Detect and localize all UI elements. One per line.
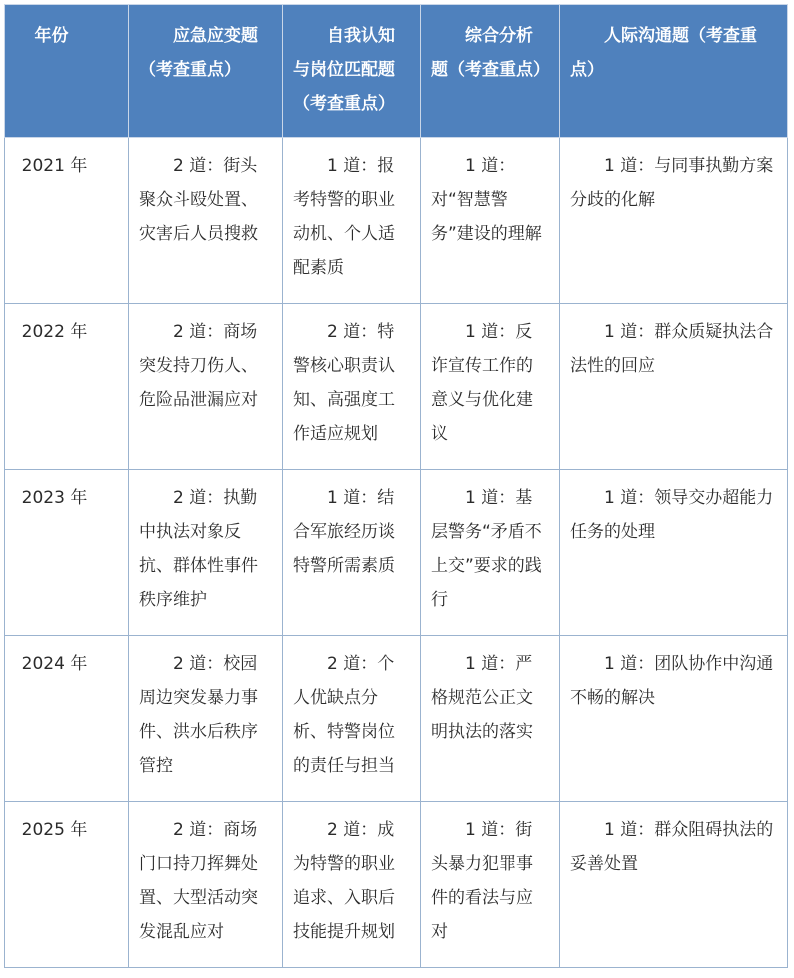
cell-communication bbox=[560, 304, 788, 470]
cell-year: 2022 年 bbox=[5, 304, 129, 470]
cell-communication bbox=[560, 470, 788, 636]
header-self-cognition bbox=[283, 5, 421, 138]
cell-year: 2023 年 bbox=[5, 470, 129, 636]
cell-communication-text: 1 道：群众质疑执法合法性的回应 bbox=[570, 322, 774, 376]
cell-emergency bbox=[129, 470, 283, 636]
cell-analysis bbox=[421, 138, 560, 304]
cell-analysis bbox=[421, 304, 560, 470]
header-row bbox=[5, 5, 788, 138]
table-row bbox=[5, 138, 788, 304]
cell-analysis-text: 1 道：严格规范公正文明执法的落实 bbox=[431, 654, 533, 742]
table-row bbox=[5, 636, 788, 802]
cell-communication bbox=[560, 802, 788, 968]
table-body bbox=[5, 138, 788, 968]
cell-self-cognition-text: 2 道：个人优缺点分析、特警岗位的责任与担当 bbox=[293, 654, 395, 776]
header-self-cognition-text: 自我认知与岗位匹配题（考查重点） bbox=[293, 26, 395, 114]
cell-emergency bbox=[129, 636, 283, 802]
cell-analysis bbox=[421, 636, 560, 802]
header-analysis-text: 综合分析题（考查重点） bbox=[431, 26, 550, 80]
header-communication-text: 人际沟通题（考查重点） bbox=[570, 26, 757, 80]
cell-self-cognition bbox=[283, 138, 421, 304]
cell-self-cognition-text: 1 道：报考特警的职业动机、个人适配素质 bbox=[293, 156, 395, 278]
header-year-text: 年份 bbox=[34, 26, 69, 46]
exam-topics-table bbox=[4, 4, 788, 968]
cell-communication-text: 1 道：领导交办超能力任务的处理 bbox=[570, 488, 774, 542]
header-emergency-text: 应急应变题（考查重点） bbox=[139, 26, 258, 80]
cell-emergency-text: 2 道：商场突发持刀伤人、危险品泄漏应对 bbox=[139, 322, 258, 410]
cell-year: 2021 年 bbox=[5, 138, 129, 304]
cell-communication bbox=[560, 636, 788, 802]
cell-analysis-text: 1 道：反诈宣传工作的意义与优化建议 bbox=[431, 322, 533, 444]
cell-emergency bbox=[129, 138, 283, 304]
cell-communication-text: 1 道：群众阻碍执法的妥善处置 bbox=[570, 820, 774, 874]
cell-analysis-text: 1 道：基层警务“矛盾不上交”要求的践行 bbox=[431, 488, 542, 610]
cell-emergency-text: 2 道：街头聚众斗殴处置、灾害后人员搜救 bbox=[139, 156, 258, 244]
cell-self-cognition-text: 2 道：特警核心职责认知、高强度工作适应规划 bbox=[293, 322, 395, 444]
cell-analysis-text: 1 道：对“智慧警务”建设的理解 bbox=[431, 156, 542, 244]
cell-communication-text: 1 道：团队协作中沟通不畅的解决 bbox=[570, 654, 774, 708]
table-row bbox=[5, 470, 788, 636]
cell-year: 2025 年 bbox=[5, 802, 129, 968]
cell-emergency bbox=[129, 802, 283, 968]
cell-analysis-text: 1 道：街头暴力犯罪事件的看法与应对 bbox=[431, 820, 533, 942]
cell-emergency-text: 2 道：商场门口持刀挥舞处置、大型活动突发混乱应对 bbox=[139, 820, 258, 942]
cell-analysis bbox=[421, 802, 560, 968]
cell-self-cognition-text: 1 道：结合军旅经历谈特警所需素质 bbox=[293, 488, 395, 576]
cell-emergency-text: 2 道：校园周边突发暴力事件、洪水后秩序管控 bbox=[139, 654, 258, 776]
cell-emergency-text: 2 道：执勤中执法对象反抗、群体性事件秩序维护 bbox=[139, 488, 258, 610]
cell-self-cognition bbox=[283, 636, 421, 802]
header-analysis bbox=[421, 5, 560, 138]
cell-self-cognition bbox=[283, 304, 421, 470]
cell-self-cognition bbox=[283, 802, 421, 968]
cell-self-cognition-text: 2 道：成为特警的职业追求、入职后技能提升规划 bbox=[293, 820, 395, 942]
cell-year: 2024 年 bbox=[5, 636, 129, 802]
exam-topics-table-container bbox=[4, 4, 788, 968]
table-header bbox=[5, 5, 788, 138]
cell-self-cognition bbox=[283, 470, 421, 636]
cell-analysis bbox=[421, 470, 560, 636]
header-year bbox=[5, 5, 129, 138]
cell-communication-text: 1 道：与同事执勤方案分歧的化解 bbox=[570, 156, 774, 210]
header-communication bbox=[560, 5, 788, 138]
table-row bbox=[5, 802, 788, 968]
header-emergency bbox=[129, 5, 283, 138]
cell-emergency bbox=[129, 304, 283, 470]
cell-communication bbox=[560, 138, 788, 304]
table-row bbox=[5, 304, 788, 470]
